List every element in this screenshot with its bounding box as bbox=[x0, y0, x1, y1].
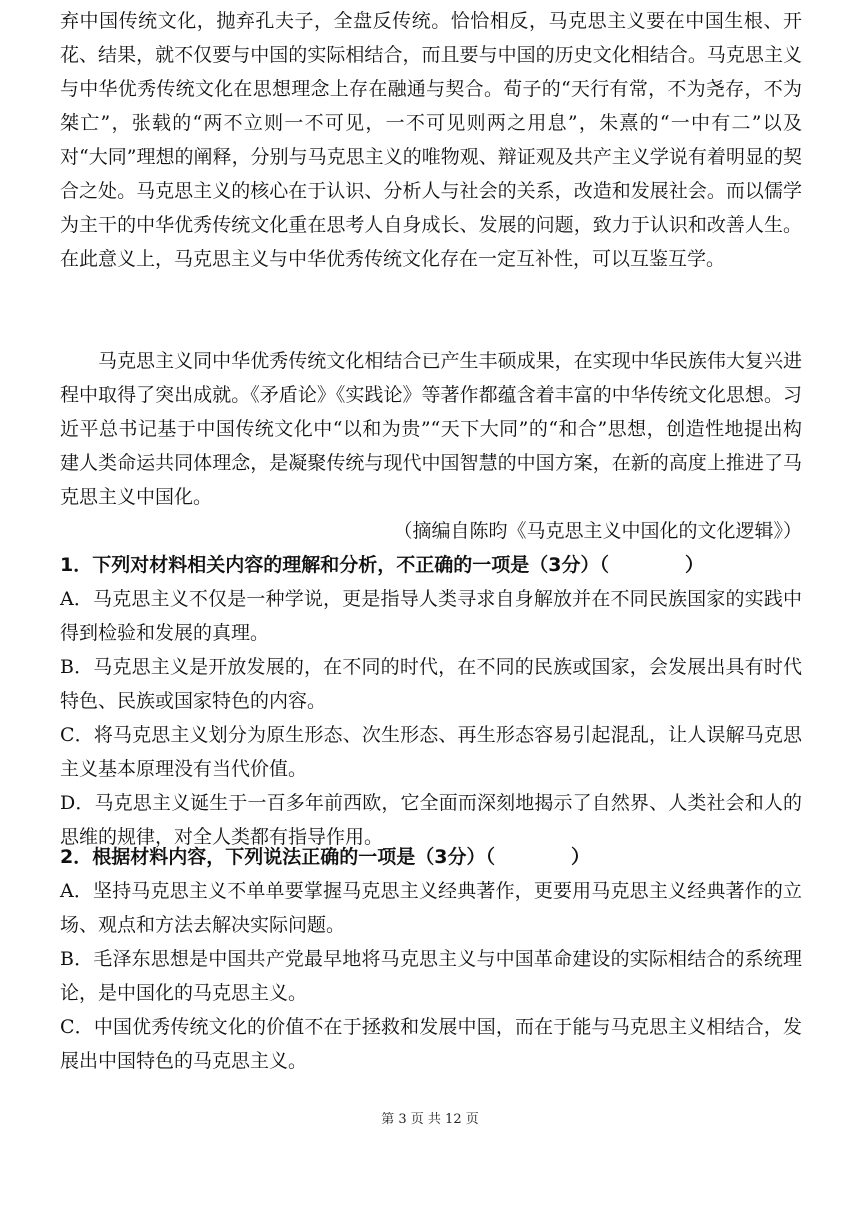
question-1-title: 1．下列对材料相关内容的理解和分析，不正确的一项是（3分）（ ） bbox=[60, 554, 704, 576]
page-number-footer: 第 3 页 共 12 页 bbox=[381, 1112, 479, 1127]
question-2-option-b: B．毛泽东思想是中国共产党最早地将马克思主义与中国革命建设的实际相结合的系统理论，是中国化的马克思主义。 bbox=[60, 948, 802, 1004]
question-1-option-c: C．将马克思主义划分为原生形态、次生形态、再生形态容易引起混乱，让人误解马克思主义基本原理没有当代价值。 bbox=[60, 724, 802, 780]
question-1-option-b: B．马克思主义是开放发展的，在不同的时代，在不同的民族或国家，会发展出具有时代特色、民族或国家特色的内容。 bbox=[60, 656, 802, 712]
question-2-option-c: C．中国优秀传统文化的价值不在于拯救和发展中国，而在于能与马克思主义相结合，发展出中国特色的马克思主义。 bbox=[60, 1016, 802, 1072]
question-1-option-d: D．马克思主义诞生于一百多年前西欧，它全面而深刻地揭示了自然界、人类社会和人的思维的规律，对全人类都有指导作用。 bbox=[60, 792, 802, 848]
passage-paragraph-2: 马克思主义同中华优秀传统文化相结合已产生丰硕成果，在实现中华民族伟大复兴进程中取得了突出成就。《矛盾论》《实践论》等著作都蕴含着丰富的中华传统文化思想。习近平总书记基于中国传统文化中“以和为贵”“天下大同”的“和合”思想，创造性地提出构建人类命运共同体理念，是凝聚传统与现代中国智慧的中国方案，在新的高度上推进了马克思主义中国化。 bbox=[60, 350, 802, 508]
passage-source: （摘编自陈昀《马克思主义中国化的文化逻辑》） bbox=[393, 520, 802, 542]
question-1-option-a: A．马克思主义不仅是一种学说，更是指导人类寻求自身解放并在不同民族国家的实践中得到检验和发展的真理。 bbox=[60, 588, 802, 644]
passage-paragraph-1: 弃中国传统文化，抛弃孔夫子，全盘反传统。恰恰相反，马克思主义要在中国生根、开花、结果，就不仅要与中国的实际相结合，而且要与中国的历史文化相结合。马克思主义与中华优秀传统文化在思想理念上存在融通与契合。荀子的“天行有常，不为尧存，不为桀亡”，张载的“两不立则一不可见，一不可见则两之用息”，朱熹的“一中有二”以及对“大同”理想的阐释，分别与马克思主义的唯物观、辩证观及共产主义学说有着明显的契合之处。马克思主义的核心在于认识、分析人与社会的关系，改造和发展社会。而以儒学为主干的中华优秀传统文化重在思考人自身成长、发展的问题，致力于认识和改善人生。在此意义上，马克思主义与中华优秀传统文化存在一定互补性，可以互鉴互学。 bbox=[60, 10, 802, 270]
question-2-option-a: A．坚持马克思主义不单单要掌握马克思主义经典著作，更要用马克思主义经典著作的立场、观点和方法去解决实际问题。 bbox=[60, 880, 802, 936]
question-2-title: 2．根据材料内容，下列说法正确的一项是（3分）（ ） bbox=[60, 846, 590, 868]
